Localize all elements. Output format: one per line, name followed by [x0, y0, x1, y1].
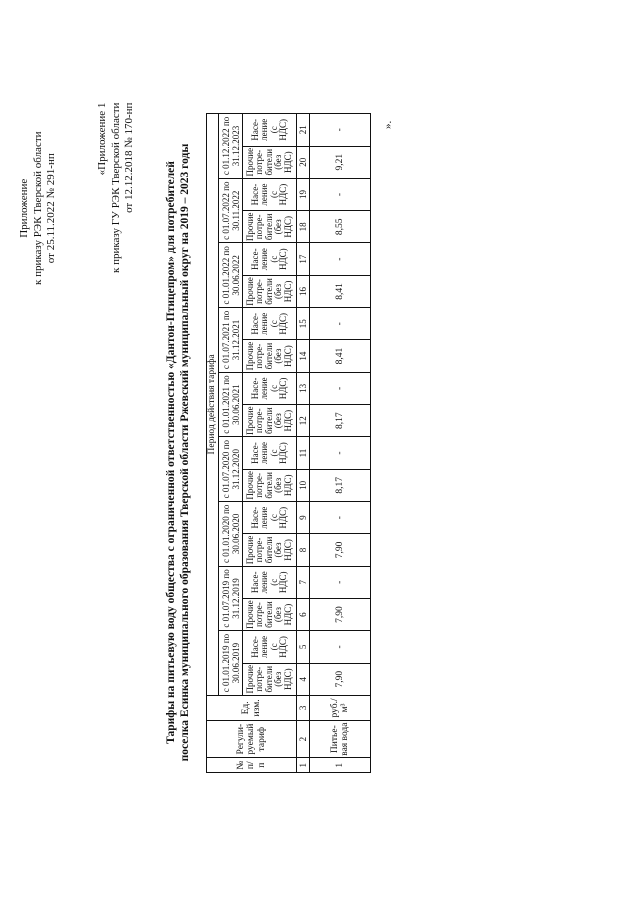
column-number: 15 [297, 308, 310, 340]
column-number: 1 [297, 758, 310, 773]
subheader-population: Насе- ление (с НДС) [243, 178, 297, 210]
period-header: с 01.07.2021 по 31.12.2021 [219, 308, 243, 373]
appendix-inner [96, 103, 137, 273]
table-cell: - [310, 114, 371, 147]
column-number: 3 [297, 695, 310, 720]
table-cell: 9,21 [310, 146, 371, 178]
appendix-header [18, 131, 59, 285]
column-number: 16 [297, 275, 310, 307]
appendix-inner-line: «Приложение 1 [96, 102, 108, 176]
subheader-population: Насе- ление (с НДС) [243, 243, 297, 275]
table-cell: - [310, 308, 371, 340]
table-cell: 7,90 [310, 663, 371, 695]
subheader-population: Насе- ление (с НДС) [243, 308, 297, 340]
table-cell: 8,55 [310, 211, 371, 243]
period-header: с 01.07.2019 по 31.12.2019 [219, 566, 243, 631]
subheader-population: Насе- ление (с НДС) [243, 372, 297, 404]
table-cell: - [310, 437, 371, 469]
subheader-other: Прочие потре- бители (без НДС) [243, 469, 297, 501]
table-cell: - [310, 178, 371, 210]
period-header: с 01.01.2019 по 30.06.2019 [219, 631, 243, 696]
column-number: 17 [297, 243, 310, 275]
table-cell: 8,17 [310, 469, 371, 501]
header-no: № п/п [207, 758, 297, 773]
subheader-population: Насе- ление (с НДС) [243, 566, 297, 598]
period-header: с 01.07.2022 по 30.11.2022 [219, 178, 243, 243]
title-line: поселка Есинка муниципального образования Тверской области Ржевский муниципальный округ на 2019 – 2023 годы [179, 143, 191, 762]
subheader-population: Насе- ление (с НДС) [243, 437, 297, 469]
table-cell: 8,41 [310, 275, 371, 307]
header-unit: Ед. изм. [207, 695, 297, 720]
period-header: с 01.01.2022 по 30.06.2022 [219, 243, 243, 308]
appendix-inner-line: к приказу ГУ РЭК Тверской области [109, 102, 122, 273]
table-cell: - [310, 631, 371, 663]
table-row [310, 114, 371, 773]
period-header: с 01.07.2020 по 31.12.2020 [219, 437, 243, 502]
column-number: 19 [297, 178, 310, 210]
table-cell: - [310, 243, 371, 275]
column-number: 21 [297, 114, 310, 147]
table-cell: - [310, 566, 371, 598]
document-title [164, 0, 192, 905]
closing-mark: ». [382, 120, 394, 129]
header-period: Период действия тарифа [207, 114, 219, 696]
subheader-other: Прочие потре- бители (без НДС) [243, 663, 297, 695]
table-cell: - [310, 502, 371, 534]
subheader-other: Прочие потре- бители (без НДС) [243, 340, 297, 372]
period-header: с 01.01.2020 по 30.06.2020 [219, 502, 243, 567]
column-number: 7 [297, 566, 310, 598]
title-line: Тарифы на питьевую воду общества с ограниченной ответственностью «Дантон-Птицепром» для потребителей [165, 161, 177, 744]
subheader-other: Прочие потре- бители (без НДС) [243, 211, 297, 243]
table-cell: 8,41 [310, 340, 371, 372]
subheader-other: Прочие потре- бители (без НДС) [243, 275, 297, 307]
appendix-header-line: от 25.11.2022 № 291-нп [45, 153, 57, 264]
table-cell: 7,90 [310, 534, 371, 566]
subheader-population: Насе- ление (с НДС) [243, 114, 297, 147]
subheader-population: Насе- ление (с НДС) [243, 631, 297, 663]
table-cell: - [310, 372, 371, 404]
appendix-header-line: Приложение [18, 178, 30, 238]
column-number: 20 [297, 146, 310, 178]
column-number: 18 [297, 211, 310, 243]
period-header: с 01.12.2022 по 31.12.2023 [219, 114, 243, 179]
column-number: 14 [297, 340, 310, 372]
column-number: 11 [297, 437, 310, 469]
column-number: 5 [297, 631, 310, 663]
column-number: 8 [297, 534, 310, 566]
column-number: 13 [297, 372, 310, 404]
subheader-other: Прочие потре- бители (без НДС) [243, 534, 297, 566]
row-no: 1 [310, 758, 371, 773]
subheader-population: Насе- ление (с НДС) [243, 502, 297, 534]
appendix-inner-line: от 12.12.2018 № 170-нп [123, 102, 135, 213]
appendix-header-line: к приказу РЭК Тверской области [31, 131, 44, 285]
subheader-other: Прочие потре- бители (без НДС) [243, 405, 297, 437]
column-number: 6 [297, 598, 310, 630]
subheader-other: Прочие потре- бители (без НДС) [243, 146, 297, 178]
row-tariff: Питье- вая вода [310, 720, 371, 758]
header-tariff: Регули- руемый тариф [207, 720, 297, 758]
row-unit: руб./ м³ [310, 695, 371, 720]
column-number: 12 [297, 405, 310, 437]
tariff-table [206, 113, 371, 773]
column-number: 10 [297, 469, 310, 501]
table-cell: 8,17 [310, 405, 371, 437]
column-number: 2 [297, 720, 310, 758]
period-header: с 01.01.2021 по 30.06.2021 [219, 372, 243, 437]
table-cell: 7,90 [310, 598, 371, 630]
column-number: 9 [297, 502, 310, 534]
column-number: 4 [297, 663, 310, 695]
subheader-other: Прочие потре- бители (без НДС) [243, 598, 297, 630]
